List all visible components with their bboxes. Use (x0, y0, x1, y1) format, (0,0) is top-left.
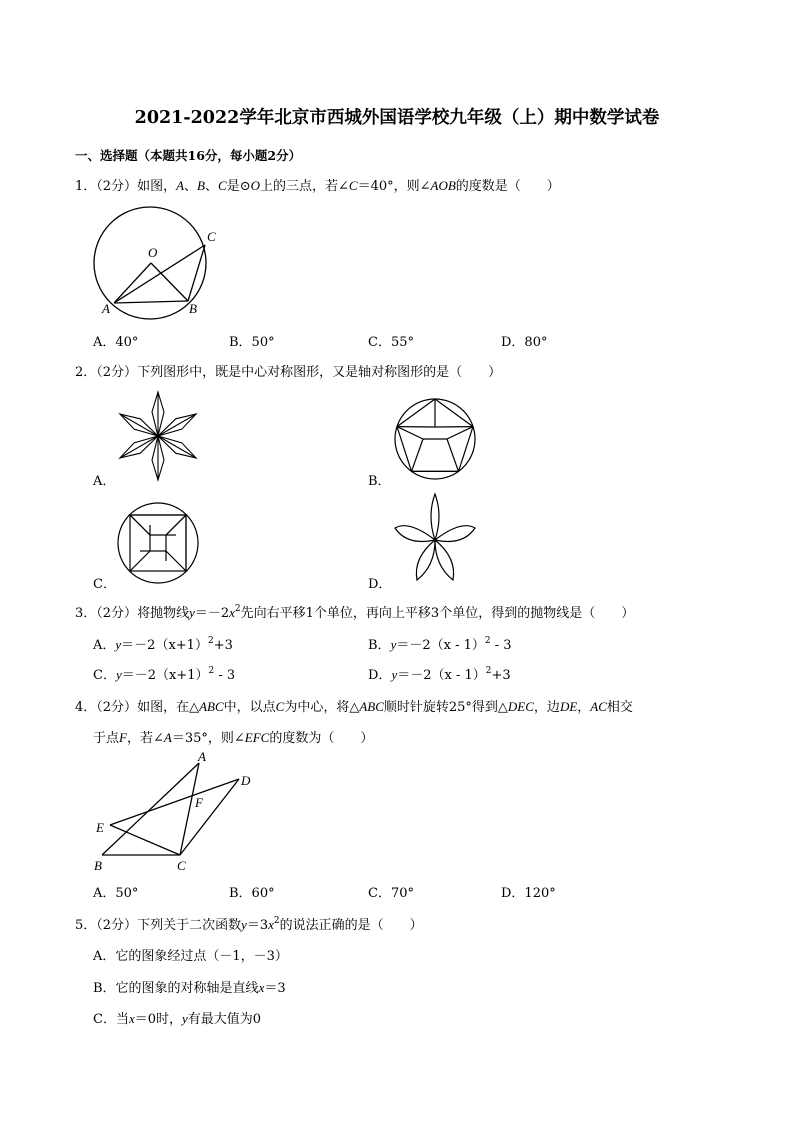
question-5: 5．（2分）下列关于二次函数$y=3x^2$的说法正确的是（ ） (75, 916, 423, 933)
q2-option-a: A． (93, 474, 116, 489)
chord-ac (114, 245, 205, 303)
q3-option-a: A．$y=-2(x+1)^2+3$ (93, 636, 233, 653)
label-o: O (148, 245, 158, 260)
q5-option-b: B．它的图象的对称轴是直线x＝3 (93, 980, 286, 996)
label-f: F (195, 795, 203, 810)
q2-figure-a (118, 390, 200, 482)
q5-option-a: A．它的图象经过点（－1，－3） (93, 949, 288, 964)
side-ec (110, 825, 180, 855)
star-petal (152, 392, 164, 436)
q5-option-c: C．当x＝0时，y有最大值为0 (93, 1011, 262, 1027)
side-dc (180, 779, 239, 855)
label-a: A (102, 301, 110, 316)
chord-ab (114, 301, 188, 303)
q2-option-b: B． (368, 474, 391, 489)
label-d: D (241, 773, 251, 788)
label-b: B (94, 858, 102, 873)
label-e: E (96, 820, 104, 835)
q2-option-c: C． (93, 577, 116, 592)
label-c: C (207, 229, 216, 244)
q4-option-a: A．50° (93, 886, 139, 901)
q1-option-c: C．55° (368, 335, 414, 350)
chord-bc (188, 245, 205, 301)
question-2: 2．（2分）下列图形中，既是中心对称图形，又是轴对称图形的是（ ） (75, 365, 502, 380)
q1-option-a: A．40° (93, 335, 139, 350)
label-c: C (177, 858, 186, 873)
q4-option-d: D．120° (501, 886, 556, 901)
section-heading: 一、选择题（本题共16分，每小题2分） (75, 148, 302, 163)
question-1: 1．（2分）如图，A、B、C是⊙O上的三点，若∠C＝40°，则∠AOB的度数是（ ） (75, 178, 560, 194)
label-b: B (189, 301, 197, 316)
q4-triangle-figure (88, 750, 258, 878)
q4-option-b: B．60° (229, 886, 275, 901)
q3-option-c: C．$y=-2(x+1)^2 - 3$ (93, 666, 236, 683)
side-ba (102, 763, 199, 855)
label-a: A (198, 750, 206, 764)
question-4-line-1: 4．（2分）如图，在△ABC中，以点C为中心，将△ABC顺时针旋转25°得到△DEC，边DE，AC相交 (75, 699, 633, 715)
q3-option-b: B．y＝－2（x - 1）$^2$ - 3 (368, 636, 512, 653)
q2-option-d: D． (368, 577, 392, 592)
q2-figure-d (390, 492, 480, 584)
q2-figure-c (115, 500, 201, 586)
page-title: 2021-2022学年北京市西城外国语学校九年级（上）期中数学试卷 (134, 108, 660, 128)
q3-option-d: D．y＝－2（x - 1）$^2$+3 (368, 666, 511, 683)
question-4-line-2: 于点F，若∠A＝35°，则∠EFC的度数为（ ） (93, 730, 374, 746)
q2-figure-b (392, 396, 478, 482)
q4-option-c: C．70° (368, 886, 414, 901)
q1-option-d: D．80° (501, 335, 548, 350)
segment-ob (151, 263, 188, 301)
q1-circle-figure (88, 205, 228, 320)
question-3: 3．（2分）将抛物线$y=-2x^2$先向右平移1个单位，再向上平移3个单位，得到的抛物线是（ ） (75, 604, 635, 621)
q1-option-b: B．50° (229, 335, 275, 350)
